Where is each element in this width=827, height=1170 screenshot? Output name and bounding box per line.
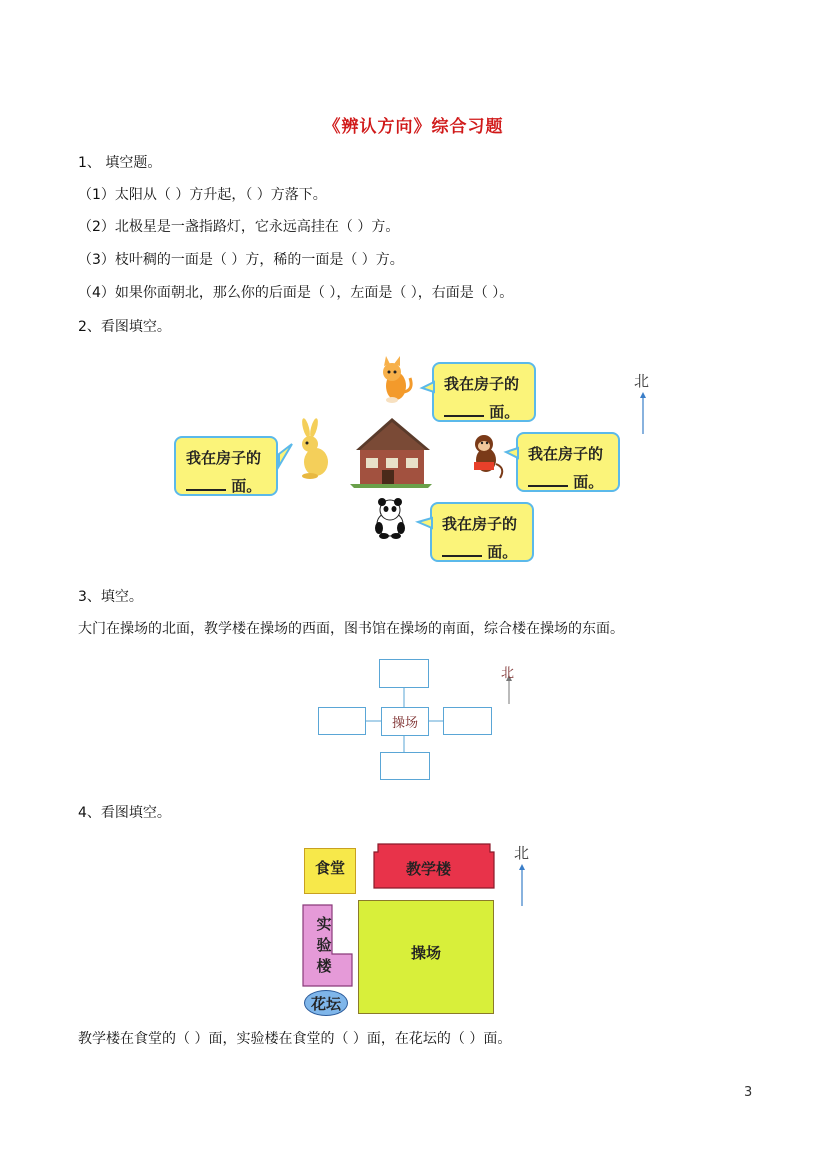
q1-heading: 1、 填空题。 xyxy=(78,155,162,171)
q4-lab-char-2: 验 xyxy=(316,936,332,954)
q4-playground-label: 操场 xyxy=(410,943,441,962)
q3-box-center xyxy=(381,707,429,736)
bubble-cat-suffix: 面。 xyxy=(489,403,520,421)
q2-north-label: 北 xyxy=(634,372,650,390)
q3-center-label: 操场 xyxy=(391,716,418,731)
q4-lab-char-3: 楼 xyxy=(316,957,332,975)
q3-box-south xyxy=(380,752,430,780)
bubble-panda-blank xyxy=(442,543,482,557)
north-arrow-icon xyxy=(640,392,646,434)
q4-playground xyxy=(358,900,494,1014)
q3-box-north xyxy=(379,659,429,688)
cat-icon xyxy=(383,356,411,403)
q3-text: 大门在操场的北面，教学楼在操场的西面，图书馆在操场的南面，综合楼在操场的东面。 xyxy=(78,621,624,637)
page-title: 《辨认方向》综合习题 xyxy=(323,117,504,137)
q4-canteen xyxy=(304,848,356,894)
q1-item-4: （4）如果你面朝北，那么你的后面是（ ），左面是（ ），右面是（ ）。 xyxy=(78,285,514,301)
bubble-rabbit-suffix: 面。 xyxy=(231,477,262,495)
bubble-panda-line1: 我在房子的 xyxy=(442,515,518,533)
bubble-monkey-line1: 我在房子的 xyxy=(528,445,604,463)
q4-lab-label xyxy=(314,914,334,977)
q4-garden xyxy=(304,990,348,1016)
q1-item-3: （3）枝叶稠的一面是（ ）方，稀的一面是（ ）方。 xyxy=(78,252,404,268)
bubble-rabbit-line1: 我在房子的 xyxy=(186,449,262,467)
bubble-panda-suffix: 面。 xyxy=(487,543,518,561)
q4-north-label: 北 xyxy=(514,844,530,862)
bubble-monkey xyxy=(516,432,620,492)
bubble-monkey-blank xyxy=(528,473,568,487)
q4-teaching-label: 教学楼 xyxy=(406,860,452,878)
q1-item-2: （2）北极星是一盏指路灯，它永远高挂在（ ）方。 xyxy=(78,219,400,235)
bubble-cat xyxy=(432,362,536,422)
q4-heading: 4、看图填空。 xyxy=(78,805,171,821)
q2-figure xyxy=(170,352,650,564)
house-icon xyxy=(350,418,432,488)
q3-north-label: 北 xyxy=(501,666,515,681)
bubble-panda xyxy=(430,502,534,562)
q3-box-east xyxy=(443,707,492,735)
page-number: 3 xyxy=(744,1085,753,1100)
q4-figure xyxy=(300,838,540,1018)
bubble-rabbit-blank xyxy=(186,477,226,491)
q1-item-1: （1）太阳从（ ）方升起，（ ）方落下。 xyxy=(78,187,327,203)
q4-answer: 教学楼在食堂的（ ）面，实验楼在食堂的（ ）面，在花坛的（ ）面。 xyxy=(78,1031,512,1047)
rabbit-icon xyxy=(301,418,328,479)
monkey-icon xyxy=(474,435,502,478)
bubble-cat-line1: 我在房子的 xyxy=(444,375,520,393)
panda-icon xyxy=(375,498,405,539)
bubble-rabbit-tail xyxy=(279,444,292,466)
q3-heading: 3、填空。 xyxy=(78,589,143,605)
q4-garden-label: 花坛 xyxy=(310,994,341,1013)
bubble-cat-blank xyxy=(444,403,484,417)
q2-heading: 2、看图填空。 xyxy=(78,319,171,335)
bubble-monkey-suffix: 面。 xyxy=(573,473,604,491)
q3-figure xyxy=(316,656,526,784)
q4-lab-char-1: 实 xyxy=(316,915,332,933)
q3-box-west xyxy=(318,707,366,735)
q4-canteen-label: 食堂 xyxy=(314,859,345,877)
q4-north-arrow-icon xyxy=(514,862,530,908)
bubble-rabbit xyxy=(174,436,278,496)
